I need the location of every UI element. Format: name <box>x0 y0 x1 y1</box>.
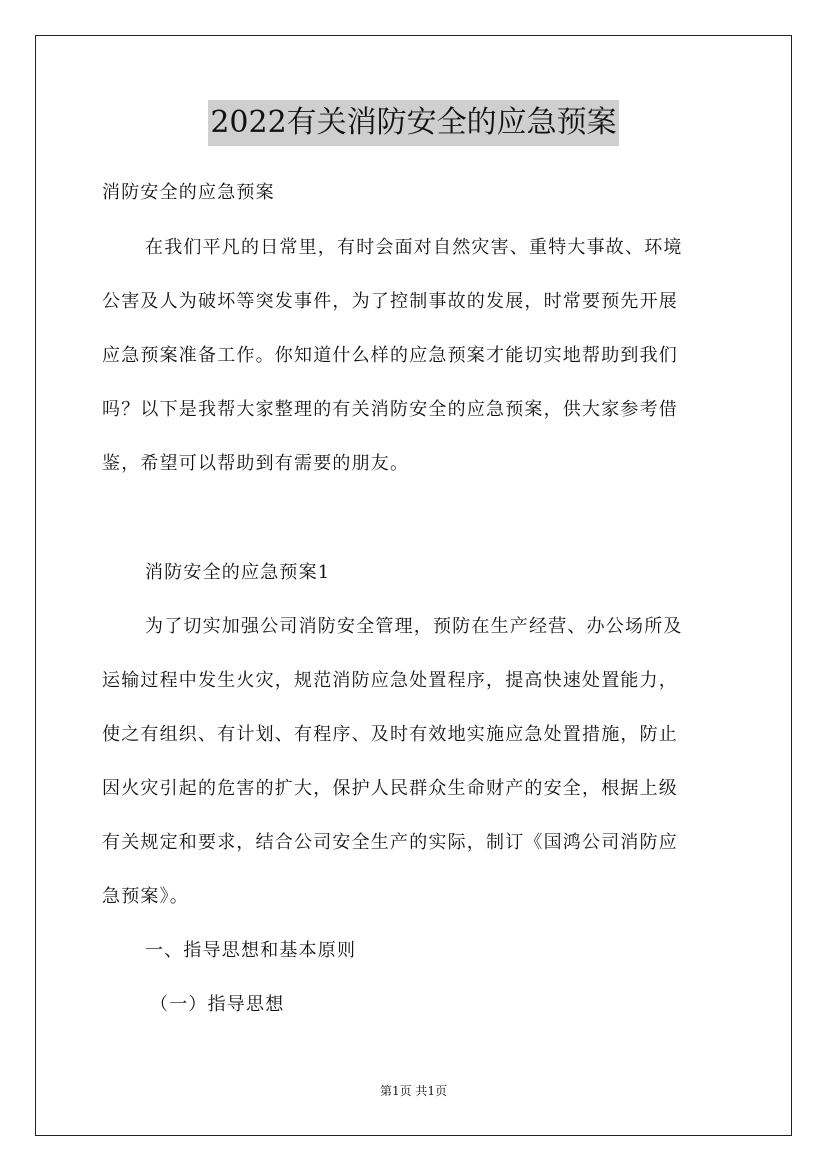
body-line: 有关规定和要求，结合公司安全生产的实际，制订《国鸿公司消防应 <box>102 832 678 853</box>
intro-line: 吗？以下是我帮大家整理的有关消防安全的应急预案，供大家参考借 <box>102 399 678 420</box>
body-line: 因火灾引起的危害的扩大，保护人民群众生命财产的安全，根据上级 <box>102 778 678 799</box>
subtitle: 消防安全的应急预案 <box>102 182 275 203</box>
intro-line: 鉴，希望可以帮助到有需要的朋友。 <box>102 453 410 474</box>
document-title-text: 2022有关消防安全的应急预案 <box>208 100 618 146</box>
body-line: 为了切实加强公司消防安全管理，预防在生产经营、办公场所及 <box>145 616 683 637</box>
document-title <box>0 100 827 146</box>
body-line: 急预案》。 <box>102 886 189 907</box>
intro-line: 应急预案准备工作。你知道什么样的应急预案才能切实地帮助到我们 <box>102 345 678 366</box>
intro-line: 公害及人为破坏等突发事件，为了控制事故的发展，时常要预先开展 <box>102 291 678 312</box>
body-line: 使之有组织、有计划、有程序、及时有效地实施应急处置措施，防止 <box>102 724 678 745</box>
heading-1-1: （一）指导思想 <box>150 994 285 1015</box>
heading-1: 一、指导思想和基本原则 <box>145 940 357 961</box>
body-line: 运输过程中发生火灾，规范消防应急处置程序，提高快速处置能力， <box>102 670 678 691</box>
section-heading: 消防安全的应急预案1 <box>145 562 331 583</box>
intro-line: 在我们平凡的日常里，有时会面对自然灾害、重特大事故、环境 <box>145 237 683 258</box>
page-footer: 第1页 共1页 <box>379 1084 448 1098</box>
